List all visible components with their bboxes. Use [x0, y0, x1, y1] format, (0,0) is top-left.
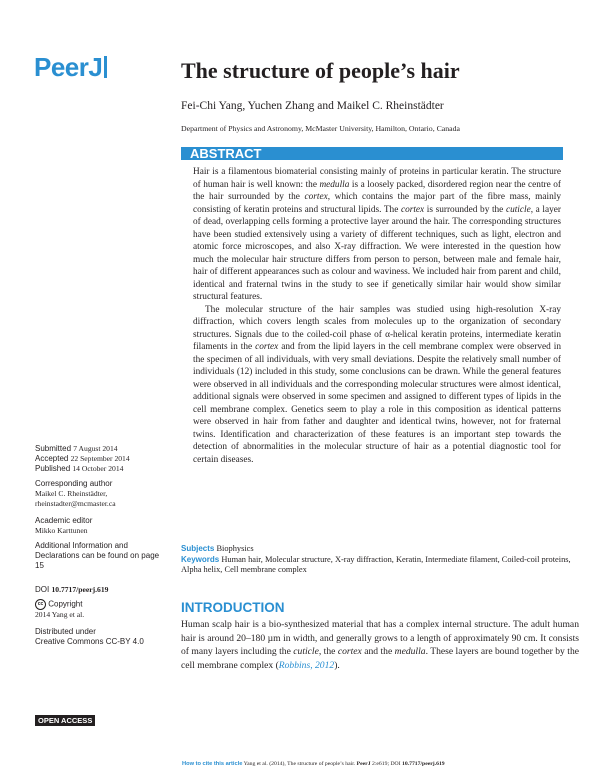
- cite-label: How to cite this article: [182, 761, 243, 767]
- text-run: , which contains the major part of the fibre mass, mainly consisting of keratin proteins and structural lipids. The: [193, 192, 561, 215]
- doi-label: DOI: [35, 585, 50, 594]
- editor-label: Academic editor: [35, 516, 93, 525]
- text-run: and from the lipid layers in the cell membrane complex were observed in the specimen of all individuals, with very small deviations. Despite the relatively small number of individuals (12) included in this study, some conclusions can be drawn. While the general features were observed in all individuals and the corresponding molecular structures were almost identical, additional signals were observed in some specimen and assigned to different types of lipids in the cell membrane complex. Genetics seem to play a role in this composition as identical patterns were observed in hair from father and daughter and identical twins, however, not for fraternal twins. Identification and characterization of these features is an important step towards the detection of abnormalities in the molecular structure of hair as a potential diagnostic tool for certain diseases.: [193, 342, 561, 465]
- keywords-value: Human hair, Molecular structure, X-ray diffraction, Keratin, Intermediate filament, Coiled-coil proteins, Alpha helix, Cell membrane complex: [181, 554, 571, 575]
- license-line-1: Distributed under: [35, 627, 96, 636]
- peerj-logo[interactable]: PeerJ: [34, 52, 107, 83]
- additional-info: Additional Information and Declarations can be found on page 15: [35, 541, 160, 570]
- subjects-line: [181, 544, 571, 555]
- italic-term: cortex: [337, 646, 362, 658]
- doi-link[interactable]: 10.7717/peerj.619: [51, 585, 109, 594]
- editor-name: Mikko Karttunen: [35, 526, 88, 535]
- submitted-label: Submitted: [35, 444, 72, 453]
- text-run: Human scalp hair is a bio-synthesized material that has a complex internal structure. The adult human hair is around 20–180 µm in width, and generally grows to a length of approximately 90 cm. It consists of many layers including the: [181, 619, 579, 658]
- citation-link[interactable]: Robbins, 2012: [278, 659, 335, 671]
- copyright-icon: cc: [35, 599, 46, 610]
- published-date: 14 October 2014: [72, 464, 124, 473]
- accepted-label: Accepted: [35, 454, 69, 463]
- published-line: [35, 464, 170, 474]
- introduction-paragraph: [181, 618, 579, 672]
- italic-term: cortex: [255, 342, 279, 352]
- corresponding-label: Corresponding author: [35, 479, 113, 488]
- italic-term: medulla: [394, 646, 426, 658]
- italic-term: cuticle: [293, 646, 319, 658]
- text-run: and the: [361, 646, 395, 658]
- citation-footer: [182, 761, 445, 767]
- copyright: [35, 599, 170, 620]
- submitted-date: 7 August 2014: [73, 444, 118, 453]
- abstract-paragraph-1: [193, 166, 561, 304]
- italic-term: cuticle: [505, 204, 531, 215]
- corresponding-name: Maikel C. Rheinstädter,: [35, 489, 108, 498]
- abstract-paragraph-2: [193, 304, 561, 467]
- keywords-line: [181, 555, 571, 576]
- introduction-heading: INTRODUCTION: [181, 600, 285, 615]
- copyright-label: Copyright: [48, 599, 83, 609]
- published-label: Published: [35, 464, 71, 473]
- text-run: is surrounded by the: [424, 204, 506, 215]
- cite-doi[interactable]: 10.7717/peerj.619: [401, 761, 445, 767]
- text-run: , the: [318, 646, 338, 658]
- logo-bar: [104, 56, 107, 78]
- text-run: ).: [334, 659, 340, 671]
- subjects-value: Biophysics: [216, 544, 254, 553]
- text-run: The molecular structure of the hair samples was studied using high-resolution X-ray diffraction, which covers length scales from molecules up to the organization of secondary structures. Signals due to the coiled-coil phase of α-helical keratin proteins, intermediate keratin filaments in the: [193, 304, 561, 352]
- italic-term: cortex: [400, 204, 425, 215]
- doi-line: [35, 585, 170, 595]
- text-run: is a loosely packed, disordered region near the centre of the hair surrounded by the: [193, 179, 561, 202]
- text-run: , a layer of dead, overlapping cells forming a protective layer around the hair. The corresponding structures have been studied extensively using a variety of different techniques, such as light, electron and atomic force microscopes, and also X-ray diffraction. We were interested in the question how much the molecular hair structure differs from person to person, between male and female hair, hair of different appearances such as colour and waviness. We included hair from parent and child, identical and fraternal twins in the study to see if genetically similar hair would show similar structural features.: [193, 204, 561, 302]
- license-line-2[interactable]: Creative Commons CC-BY 4.0: [35, 637, 144, 646]
- keywords-label: Keywords: [181, 554, 220, 564]
- subjects-keywords: [181, 544, 571, 576]
- italic-term: cortex: [304, 192, 328, 202]
- abstract-body: [193, 166, 561, 466]
- open-access-badge: OPEN ACCESS: [35, 715, 95, 726]
- abstract-heading: ABSTRACT: [190, 146, 262, 161]
- corresponding-author: [35, 479, 170, 509]
- article-dates: [35, 444, 170, 474]
- cite-journal: PeerJ: [356, 761, 371, 767]
- academic-editor: [35, 516, 170, 536]
- copyright-value: 2014 Yang et al.: [35, 610, 85, 619]
- submitted-line: [35, 444, 170, 454]
- text-run: Hair is a filamentous biomaterial consisting mainly of proteins in particular keratin. The structure of human hair is well known: the: [193, 167, 561, 190]
- corresponding-email[interactable]: rheinstadter@mcmaster.ca: [35, 499, 116, 508]
- italic-term: medulla: [319, 179, 350, 190]
- text-run: . These layers are bound together by the cell membrane complex (: [181, 646, 579, 671]
- article-authors: Fei-Chi Yang, Yuchen Zhang and Maikel C. Rheinstädter: [181, 100, 444, 112]
- accepted-line: [35, 454, 170, 464]
- subjects-label: Subjects: [181, 544, 215, 553]
- article-title: The structure of people’s hair: [181, 58, 460, 83]
- article-affiliation: Department of Physics and Astronomy, McMaster University, Hamilton, Ontario, Canada: [181, 124, 460, 133]
- license: [35, 627, 170, 647]
- accepted-date: 22 September 2014: [70, 454, 130, 463]
- cite-ref: 2:e619; DOI: [371, 761, 401, 767]
- cite-text: Yang et al. (2014), The structure of people’s hair.: [243, 761, 356, 767]
- copyright-line: [35, 599, 170, 610]
